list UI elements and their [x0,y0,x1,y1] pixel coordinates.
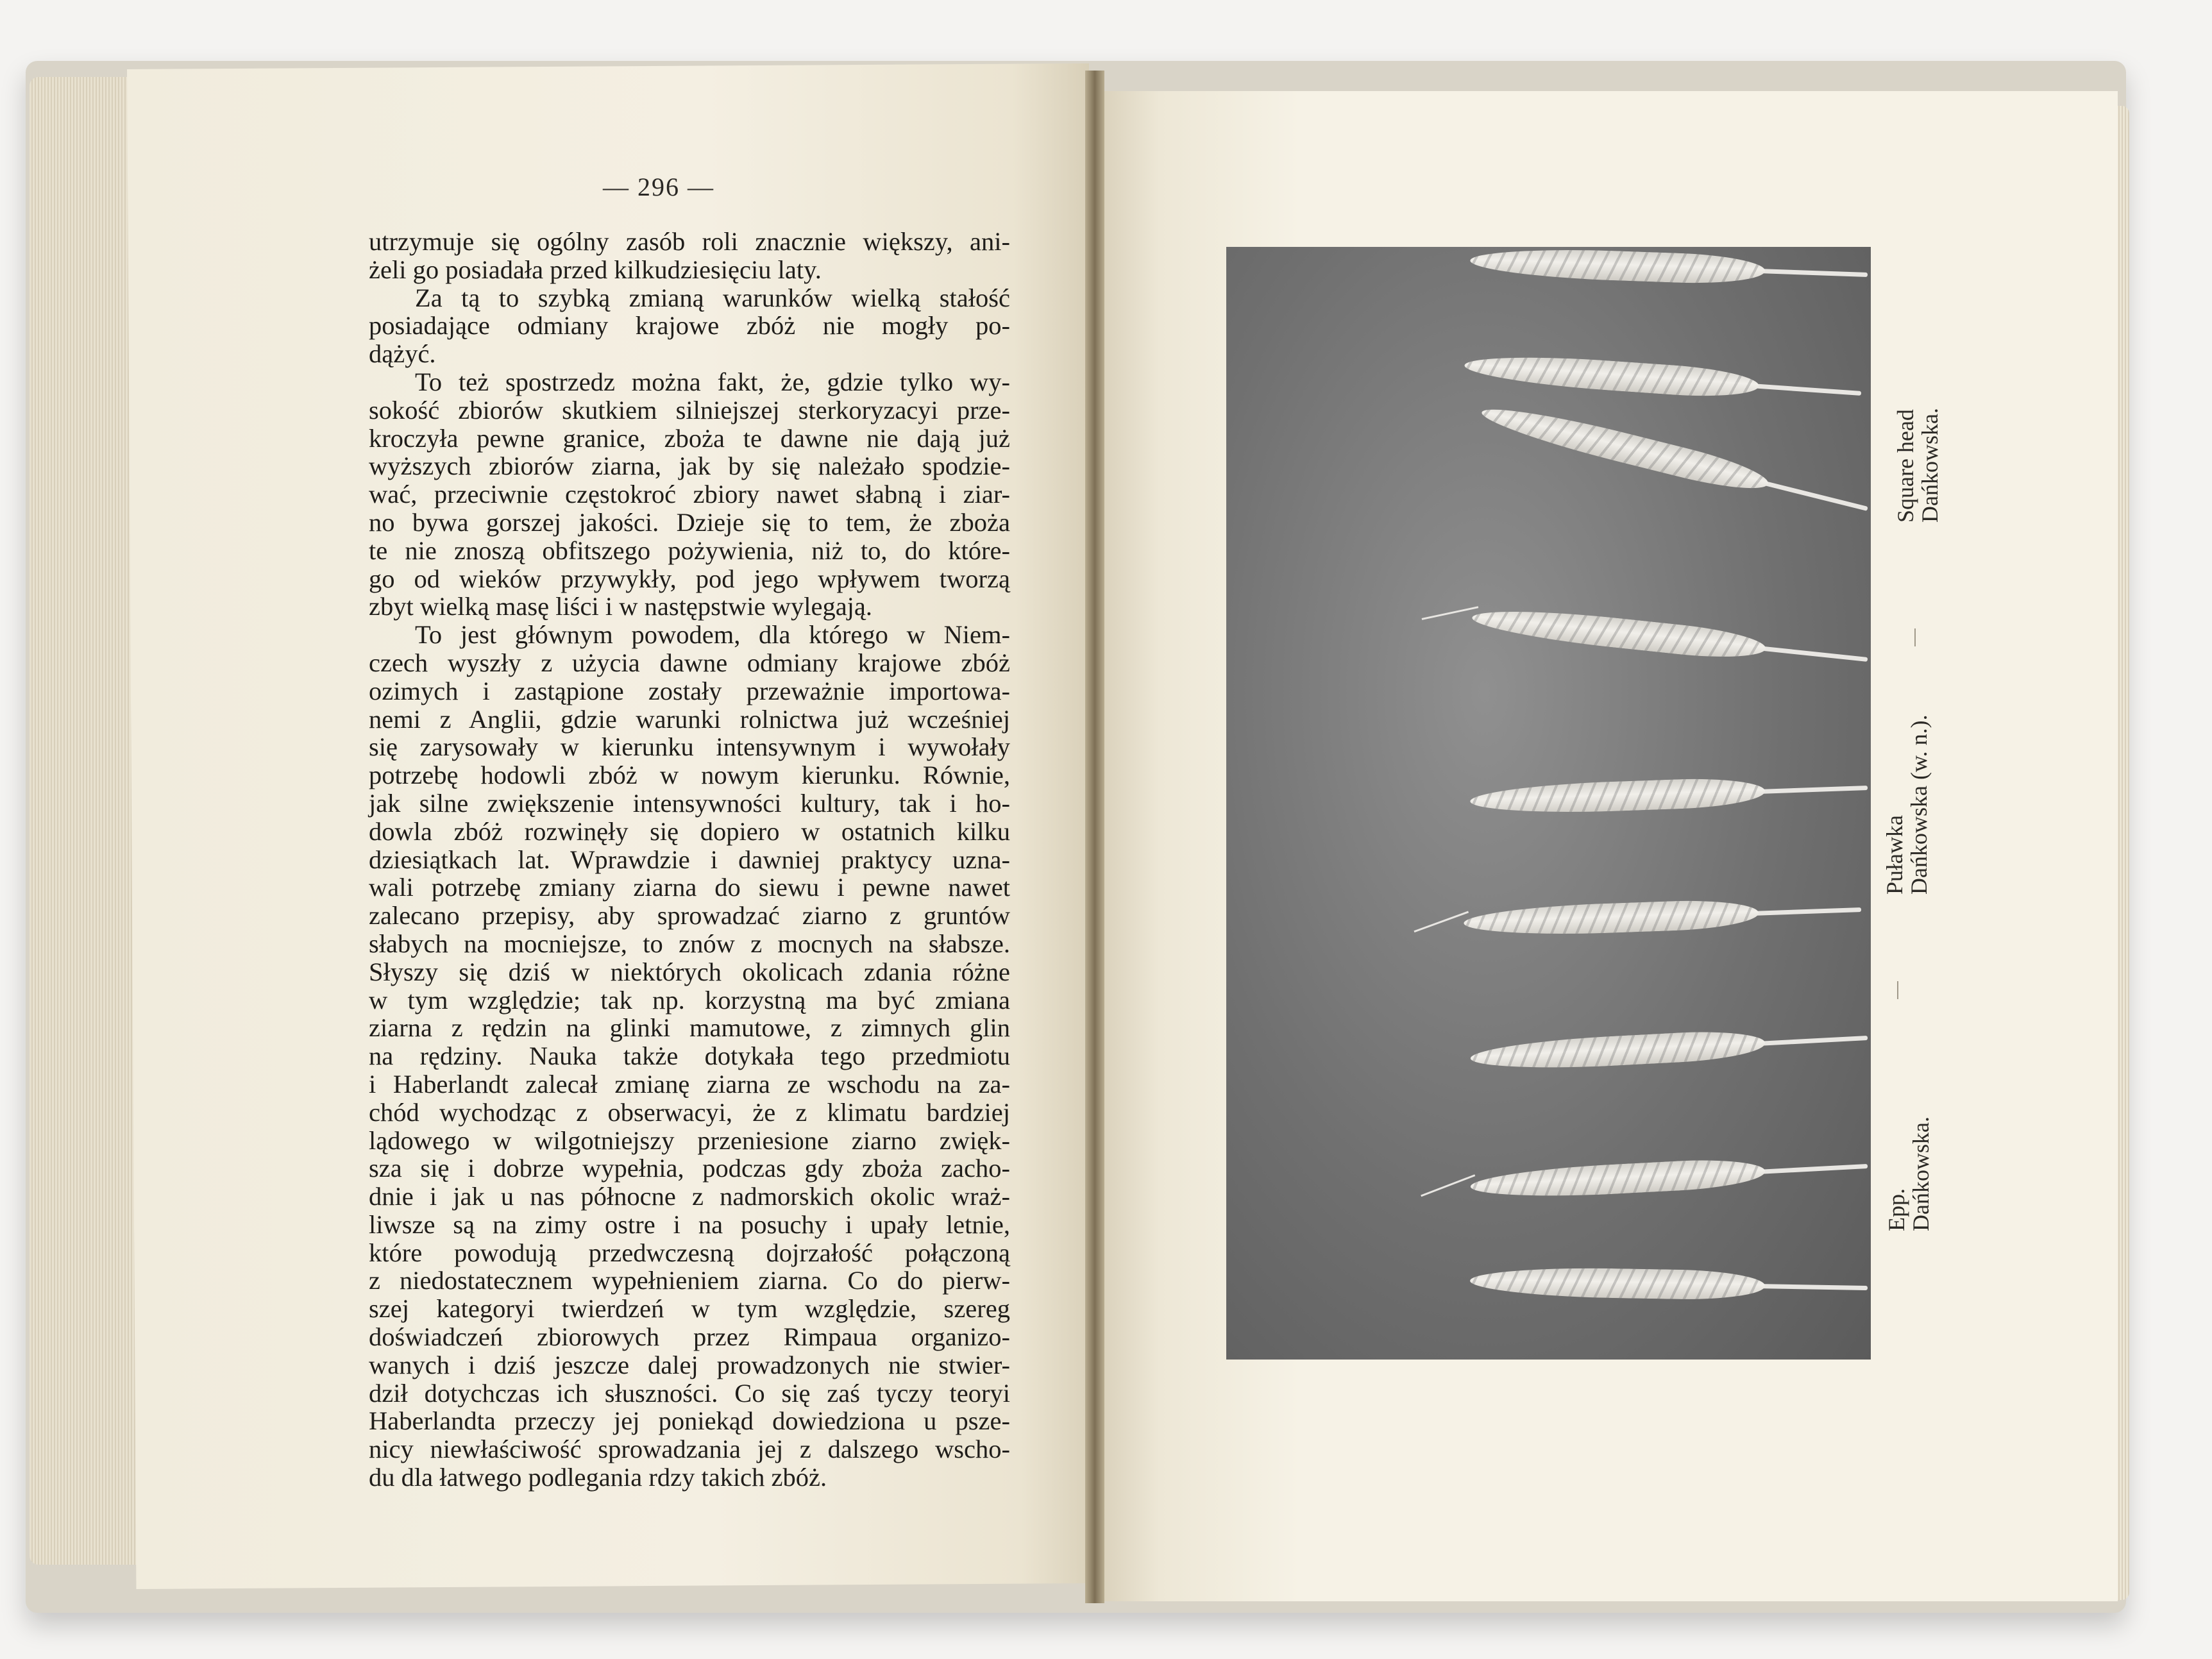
text-line: ziarna z rędzin na glinki mamutowe, z zimnych glin [369,1013,1010,1043]
text-line: dziesiątkach lat. Wprawdzie i dawniej praktycy uzna- [369,845,1010,874]
text-line: zalecano przepisy, aby sprowadzać ziarno z gruntów [369,901,1010,931]
text-line: doświadczeń zbiorowych przez Rimpaua organizo- [369,1322,1010,1352]
book-gutter [1085,71,1104,1603]
caption-square-head [1893,408,1942,523]
text-line: dził dotychczas ich słuszności. Co się zaś tyczy teoryi [369,1378,1010,1408]
text-line: które powodują przedwczesną dojrzałość połączoną [369,1238,1010,1267]
caption-epp [1884,1116,1933,1231]
wheat-ear [1284,895,1862,944]
caption-line: Square head [1893,409,1918,523]
wheat-ear [1374,247,1868,289]
text-line: go od wieków przywykły, pod jego wpływem tworzą [369,564,1010,593]
text-line: się zarysowały w kierunku intensywnym i wywołały [369,732,1010,762]
text-line: no bywa gorszej jakości. Dzieje się to tem, że zboża [369,507,1010,537]
text-line: dążyć. [369,339,436,369]
text-line: wanych i dziś jeszcze dalej prowadzonych nie stwier- [369,1350,1010,1379]
text-line: czech wyszły z użycia dawne odmiany krajowe zbóż [369,648,1010,677]
text-line: Haberlandta przeczy jej poniekąd dowiedziona u psze- [369,1406,1010,1436]
text-line: lądowego w wilgotniejszy przeniesione ziarno zwięk- [369,1125,1010,1155]
text-line: te nie znoszą obfitszego pożywienia, niż to, do które- [369,535,1010,565]
text-line: i Haberlandt zalecał zmianę ziarna ze wschodu na za- [369,1069,1010,1099]
text-line: z niedostatecznem wypełnieniem ziarna. Co do pierw- [369,1266,1010,1295]
text-line: utrzymuje się ogólny zasób roli znacznie większy, ani- [369,227,1010,256]
caption-divider [1897,981,1898,999]
text-line: zbyt wielką masę liści i w następstwie wylegają. [369,592,873,621]
text-line: du dla łatwego podlegania rdzy takich zbóż. [369,1463,827,1492]
caption-pulawka [1882,714,1931,895]
text-line: nemi z Anglii, gdzie warunki rolnictwa już wcześniej [369,704,1010,734]
text-line: sza się i dobrze wypełnia, podczas gdy zboża zacho- [369,1154,1010,1183]
text-line: potrzebę hodowli zbóż w nowym kierunku. Równie, [369,761,1010,790]
text-line: sokość zbiorów skutkiem silniejszej sterkoryzacyi prze- [369,395,1010,425]
text-line: słabych na mocniejsze, to znów z mocnych na słabsze. [369,929,1010,958]
text-line: w tym względzie; tak np. korzystną ma być zmiana [369,985,1010,1015]
text-line: szej kategoryi twierdzeń w tym względzie, szereg [369,1294,1010,1324]
text-line: żeli go posiadała przed kilkudziesięciu laty. [369,255,822,284]
wheat-ear [1348,1264,1868,1302]
text-line: jak silne zwiększenie intensywności kultury, tak i ho- [369,788,1010,818]
text-line: Za tą to szybką zmianą warunków wielką stałość [415,283,1010,312]
text-line: posiadające odmiany krajowe zbóż nie mogły po- [369,311,1010,341]
wheat-ear [1317,587,1869,674]
text-line: ozimych i zastąpione zostały przeważnie importowa- [369,676,1010,705]
text-line: liwsze są na zimy ostre i na posuchy i upały letnie, [369,1209,1010,1239]
text-line: dowla zbóż rozwinęły się dopiero w ostatnich kilku [369,816,1010,846]
text-line: na rędziny. Nauka także dotykała tego przedmiotu [369,1041,1010,1071]
text-line: dnie i jak u nas północne z nadmorskich okolic wraż- [369,1182,1010,1211]
wheat-ear [1297,1151,1868,1211]
wheat-ear [1329,1023,1868,1081]
text-line: wać, przeciwnie częstokroć zbiory nawet słabną i ziar- [369,480,1010,509]
caption-line: Dańkowska (w. n.). [1906,714,1932,895]
wheat-ear [1355,773,1868,820]
text-line: wyższych zbiorów ziarna, jak by się należało spodzie- [369,451,1010,481]
page-number: — 296 — [603,173,714,201]
wheat-photo-plate [1226,247,1871,1360]
caption-line: Puławka [1882,815,1907,895]
caption-line: Dańkowska. [1908,1116,1934,1231]
body-text [369,228,1010,1492]
text-line: chód wychodząc z obserwacyi, że z klimatu bardziej [369,1097,1010,1127]
text-line: wali potrzebę zmiany ziarna do siewu i pewne nawet [369,873,1010,902]
wheat-ear [1428,385,1871,523]
left-page-edges [30,77,145,1565]
text-line: To też spostrzedz można fakt, że, gdzie tylko wy- [415,367,1010,396]
caption-divider [1914,628,1916,646]
text-line: Słyszy się dziś w niektórych okolicach zdania różne [369,957,1010,986]
text-line: nicy niewłaściwość sprowadzania jej z dalszego wscho- [369,1435,1010,1464]
caption-line: Epp. [1884,1188,1909,1231]
caption-line: Dańkowska. [1917,408,1943,523]
text-line: To jest głównym powodem, dla którego w Niem- [415,620,1010,650]
text-line: kroczyła pewne granice, zboża te dawne nie dają już [369,423,1010,453]
